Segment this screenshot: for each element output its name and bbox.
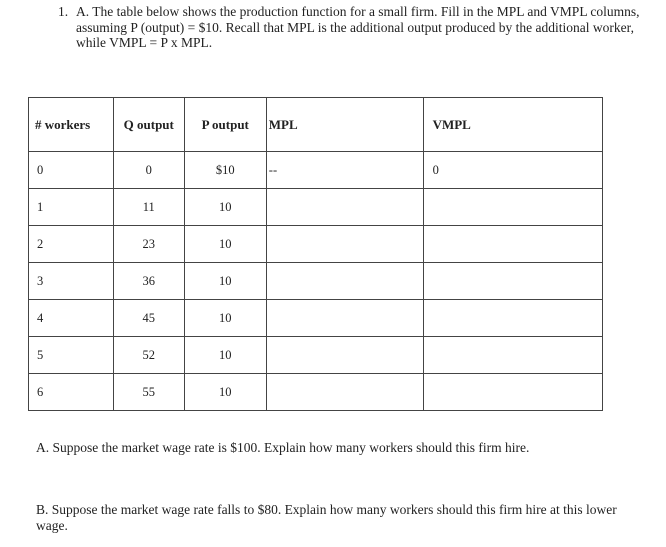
cell-workers: 4 [29,300,114,337]
cell-mpl [266,337,423,374]
cell-mpl [266,189,423,226]
cell-workers: 5 [29,337,114,374]
header-q-output: Q output [113,98,184,152]
table-row [29,337,603,374]
table-row [29,152,603,189]
header-p-output: P output [184,98,266,152]
cell-p-output: 10 [184,337,266,374]
cell-q-output: 55 [113,374,184,411]
table-row [29,300,603,337]
cell-workers: 2 [29,226,114,263]
cell-vmpl [423,300,602,337]
cell-p-output: 10 [184,226,266,263]
cell-mpl [266,226,423,263]
cell-q-output: 23 [113,226,184,263]
question-text: A. The table below shows the production function for a small firm. Fill in the MPL and VMPL columns, assuming P (output) = $10. Recall that MPL is the additional output produced by the additional worker, while VMPL = P x MPL. [76,4,640,50]
cell-vmpl [423,189,602,226]
cell-vmpl: 0 [423,152,602,189]
cell-vmpl [423,374,602,411]
question-block [58,4,654,51]
production-table [28,97,603,411]
table-row [29,226,603,263]
part-a-question: A. Suppose the market wage rate is $100. Explain how many workers should this firm hire. [36,440,530,455]
question-number: 1. [58,4,69,19]
part-b-question: B. Suppose the market wage rate falls to $80. Explain how many workers should this firm hire at this lower wage. [36,502,617,533]
cell-q-output: 36 [113,263,184,300]
cell-p-output: 10 [184,374,266,411]
cell-p-output: $10 [184,152,266,189]
cell-workers: 6 [29,374,114,411]
header-mpl: MPL [266,98,423,152]
cell-workers: 3 [29,263,114,300]
header-workers: # workers [29,98,114,152]
cell-mpl [266,300,423,337]
cell-vmpl [423,337,602,374]
cell-workers: 1 [29,189,114,226]
header-vmpl: VMPL [423,98,602,152]
cell-vmpl [423,226,602,263]
table-row [29,263,603,300]
cell-q-output: 11 [113,189,184,226]
cell-p-output: 10 [184,300,266,337]
table-row [29,374,603,411]
cell-p-output: 10 [184,189,266,226]
cell-q-output: 52 [113,337,184,374]
cell-vmpl [423,263,602,300]
cell-q-output: 0 [113,152,184,189]
cell-p-output: 10 [184,263,266,300]
table-header-row [29,98,603,152]
cell-workers: 0 [29,152,114,189]
table-row [29,189,603,226]
cell-q-output: 45 [113,300,184,337]
cell-mpl [266,263,423,300]
cell-mpl [266,374,423,411]
cell-mpl: -- [266,152,423,189]
